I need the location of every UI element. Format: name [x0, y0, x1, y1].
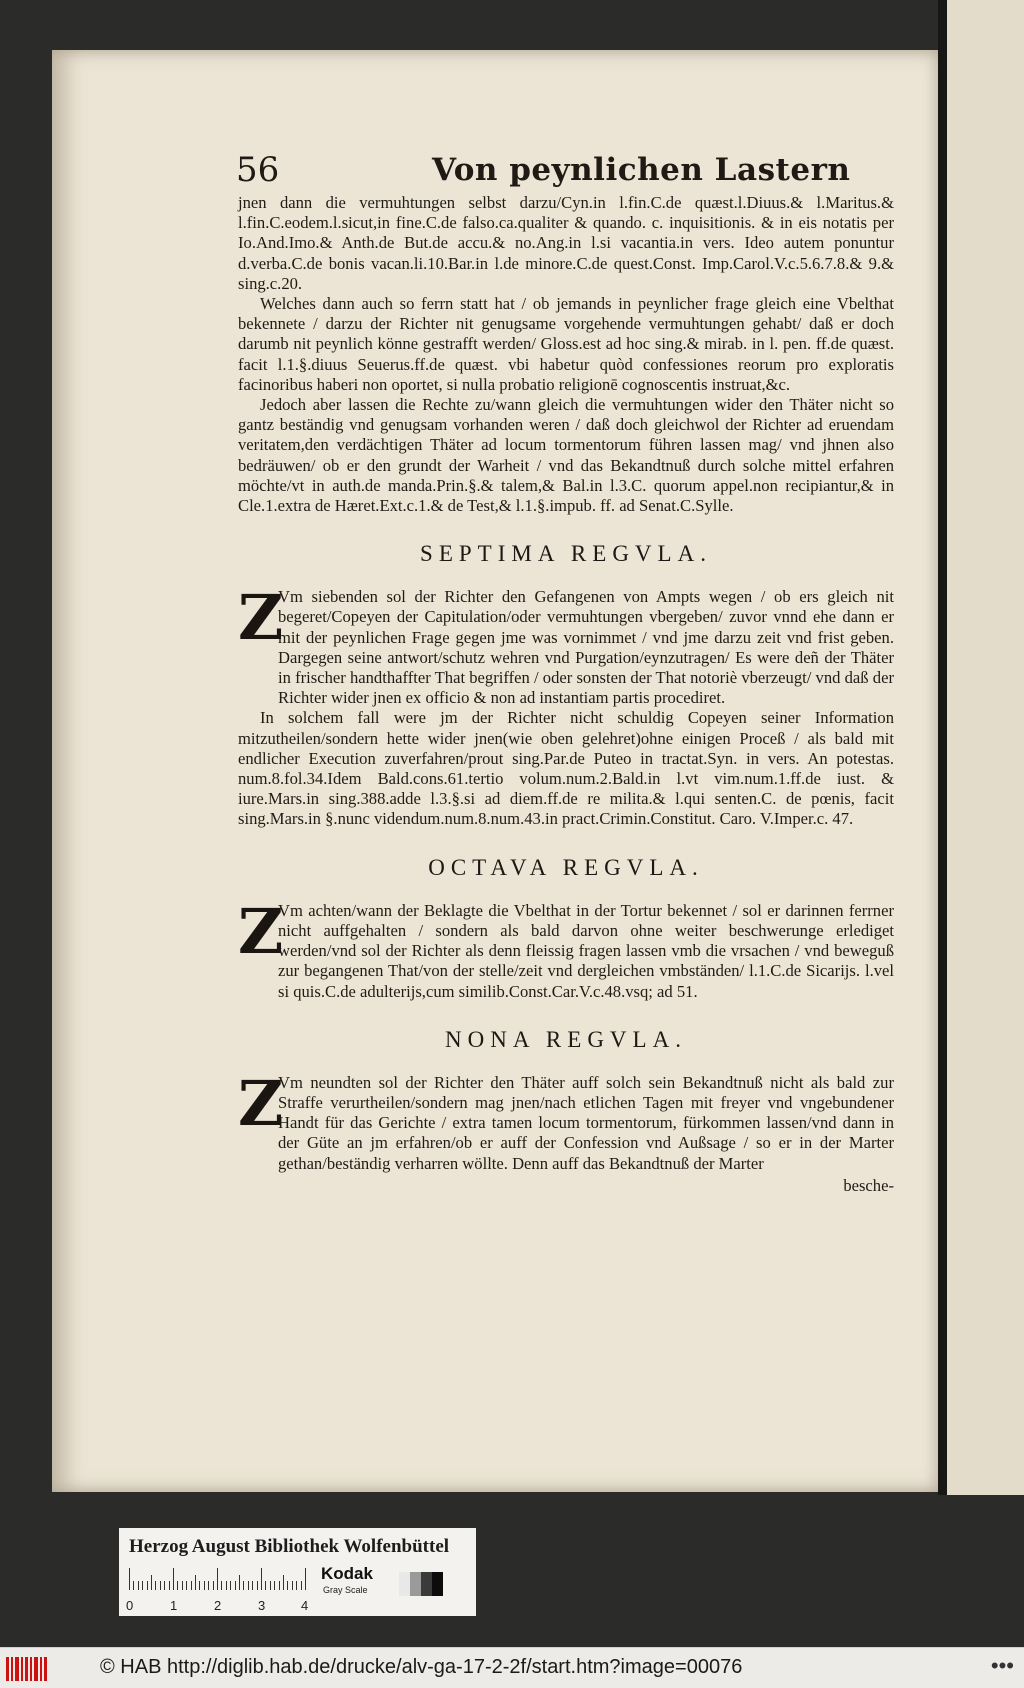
ruler-tick — [279, 1581, 280, 1590]
ruler-tick — [191, 1581, 192, 1590]
gray-swatch — [421, 1572, 432, 1596]
drop-initial: Z — [238, 894, 284, 968]
page-number: 56 — [236, 150, 280, 190]
ruler-tick — [287, 1581, 288, 1590]
section-body — [238, 1066, 894, 1174]
ruler-number: 2 — [214, 1598, 222, 1613]
gray-swatch — [399, 1572, 410, 1596]
section-body — [238, 581, 894, 708]
color-card — [119, 1528, 476, 1616]
ruler-tick — [265, 1581, 266, 1590]
ruler-tick — [283, 1575, 284, 1590]
ruler-tick — [151, 1575, 152, 1590]
ruler-tick — [301, 1581, 302, 1590]
kodak-logo: Kodak — [321, 1564, 373, 1583]
paragraph: Welches dann auch so ferrn statt hat / ob jemands in peynlicher frage gleich eine Vbelthat bekennete / darzu der Richter nit genugsame vorgehende vermuhtungen gehabt/ daß er doch darumb nit peynlich könne gestrafft werden/ Gloss.est ad hoc sing.& mirab. in l. pen. ff.de quæst. facit l.1.§.diuus Seuerus.ff.de quæst. vbi habetur quòd confessiones reorum pro exploratis facinoribus haberi non oportet, si nulla probatio religionē cognoscentis instruat,&c. — [238, 294, 894, 394]
ruler-tick — [230, 1581, 231, 1590]
ruler-tick — [235, 1581, 236, 1590]
ruler-tick — [199, 1581, 200, 1590]
ruler-tick — [243, 1581, 244, 1590]
ruler-tick — [221, 1581, 222, 1590]
section-heading: SEPTIMA REGVLA. — [420, 541, 712, 567]
ruler-tick — [138, 1581, 139, 1590]
ruler-tick — [204, 1581, 205, 1590]
ruler-tick — [292, 1581, 293, 1590]
ruler-tick — [239, 1575, 240, 1590]
footer-bar — [0, 1647, 1024, 1688]
ruler-number: 3 — [258, 1598, 266, 1613]
drop-initial: Z — [238, 581, 284, 655]
ruler-tick — [186, 1581, 187, 1590]
ruler-number: 0 — [126, 1598, 134, 1613]
gray-swatch — [410, 1572, 421, 1596]
paragraph: Vm achten/wann der Beklagte die Vbelthat in der Tortur bekennet / sol er darinnen ferrner nicht auffgehalten / sondern als bald darvon ohne weiter beschwerunge erlediget werden/vnd sol der Richter als denn fleissig fragen lassen vmb die vrsachen / vnd beweguß zur begangenen That/von der stelle/zeit vnd dergleichen vmbständen/ l.1.C.de Sicarijs. l.vel si quis.C.de adulterijs,cum similib.Const.Car.V.c.48.vsq; ad 51. — [278, 900, 894, 1001]
ruler-tick — [169, 1581, 170, 1590]
ruler-tick — [133, 1581, 134, 1590]
ruler-tick — [296, 1581, 297, 1590]
section-heading: NONA REGVLA. — [445, 1026, 687, 1052]
ruler-tick — [305, 1568, 306, 1590]
ruler-tick — [177, 1581, 178, 1590]
drop-initial: Z — [238, 1066, 284, 1140]
copyright-url[interactable]: © HAB http://diglib.hab.de/drucke/alv-ga-17-2-2f/start.htm?image=00076 — [100, 1656, 743, 1678]
ruler-tick — [182, 1581, 183, 1590]
gray-scale-swatches — [399, 1572, 443, 1596]
ruler-tick — [217, 1568, 218, 1590]
section-heading: OCTAVA REGVLA. — [428, 854, 704, 880]
page-title: Von peynlichen Lastern — [432, 152, 851, 188]
ruler-tick — [147, 1581, 148, 1590]
ruler-tick — [274, 1581, 275, 1590]
ruler-tick — [173, 1568, 174, 1590]
ruler-tick — [257, 1581, 258, 1590]
ruler-tick — [270, 1581, 271, 1590]
facing-page-edge — [947, 0, 1024, 1495]
paragraph: jnen dann die vermuhtungen selbst darzu/Cyn.in l.fin.C.de quæst.l.Diuus.& l.Maritus.& l.fin.C.eodem.l.sicut,in fine.C.de falso.ca.qualiter & quando. c. inquisitionis. & in eis notatis per Io.And.Imo.& Anth.de But.de accu.& no.Ang.in l.si vacantia.in vers. Ideo autem ponuntur d.verba.C.de bonis vacan.li.10.Bar.in l.de minore.C.de quest.Const. Imp.Carol.V.c.5.6.7.8.& 9.& sing.c.20. — [238, 193, 894, 293]
more-menu-icon[interactable]: ••• — [990, 1653, 1014, 1678]
ruler-tick — [195, 1575, 196, 1590]
ruler-tick — [160, 1581, 161, 1590]
gray-swatch — [432, 1572, 443, 1596]
ruler-tick — [208, 1581, 209, 1590]
kodak-subtitle: Gray Scale — [323, 1585, 368, 1595]
paragraph: Vm siebenden sol der Richter den Gefangenen von Ampts wegen / ob ers gleich nit begeret/Copeyen der Capitulation/oder vermuhtungen vbergeben/ zuvor vnnd ehe dann er mit der peynlichen Frage gegen jme was vornimmet / vnd jme darzu zeit vnd frist geben. Dargegen seine antwort/schutz wehren vnd Purgation/eynzutragen/ Es were deñ der Thäter in frischer handthaffter That begriffen / oder sonsten der That notoriè vberzeugt/ vnd daß der Richter wider jnen ex officio & non ad instantiam partis procediret. — [278, 587, 894, 708]
paragraph: Jedoch aber lassen die Rechte zu/wann gleich die vermuhtungen wider den Thäter nicht so gantz beständig vnd genugsam vorhanden weren / daß doch gleichwol der Richter ad eruendam veritatem,den verdächtigen Thäter ad locum tormentorum führen lassen mag/ vnd jhnen also bedräuwen/ ob er den grundt der Warheit / vnd das Bekandtnuß durch solche mittel erfahren möchte/vt in auth.de manda.Prin.§.& talem,& Bal.in l.3.C. quorum appel.non recipiantur,& in Cle.1.extra de Hæret.Ext.c.1.& de Test,& l.1.§.impub. ff. ad Senat.C.Sylle. — [238, 395, 894, 516]
ruler-tick — [213, 1581, 214, 1590]
ruler-tick — [129, 1568, 130, 1590]
barcode-icon — [6, 1657, 48, 1681]
ruler-tick — [261, 1568, 262, 1590]
ruler-tick — [164, 1581, 165, 1590]
library-name: Herzog August Bibliothek Wolfenbüttel — [129, 1536, 450, 1557]
paragraph: Vm neundten sol der Richter den Thäter auff solch sein Bekandtnuß nicht als bald zur Straffe verurtheilen/sondern mag jnen/nach etlichen Tagen mit freyer vnd vngebundener Handt für das Gerichte / extra tamen locum tormentorum, fürkommen lassen/vnd dann in der Güte an jm erfahren/ob er auff der Confession vnd Außsage / so er in der Marter gethan/beständig verharren wöllte. Denn auff das Bekandtnuß der Marter — [278, 1072, 894, 1173]
ruler-tick — [142, 1581, 143, 1590]
ruler-tick — [226, 1581, 227, 1590]
paragraph: In solchem fall were jm der Richter nicht schuldig Copeyen seiner Information mitzutheilen/sondern hette wider jnen(wie oben gelehret)ohne einigen Proceß / als bald mit endlicher Execution zuverfahren/prout sing.Par.de Puteo in tractat.Syn. in vers. An potestas. num.8.fol.34.Idem Bald.cons.61.tertio volum.num.2.Bald.in l.vt vim.num.1.ff.de iust. & iure.Mars.in sing.388.adde l.3.§.si ad diem.ff.de re milita.& l.qui senten.C. de pœnis, facit sing.Mars.in §.nunc videndum.num.8.num.43.in pract.Crimin.Constitut. Caro. V.Imper.c. 47. — [238, 708, 894, 829]
running-head — [236, 150, 896, 194]
ruler-tick — [252, 1581, 253, 1590]
text-block — [238, 193, 894, 1196]
section-body — [238, 894, 894, 1002]
ruler-number: 4 — [301, 1598, 309, 1613]
ruler-tick — [248, 1581, 249, 1590]
catchword: besche- — [843, 1175, 894, 1195]
ruler-number: 1 — [170, 1598, 178, 1613]
ruler — [126, 1564, 314, 1613]
ruler-tick — [155, 1581, 156, 1590]
